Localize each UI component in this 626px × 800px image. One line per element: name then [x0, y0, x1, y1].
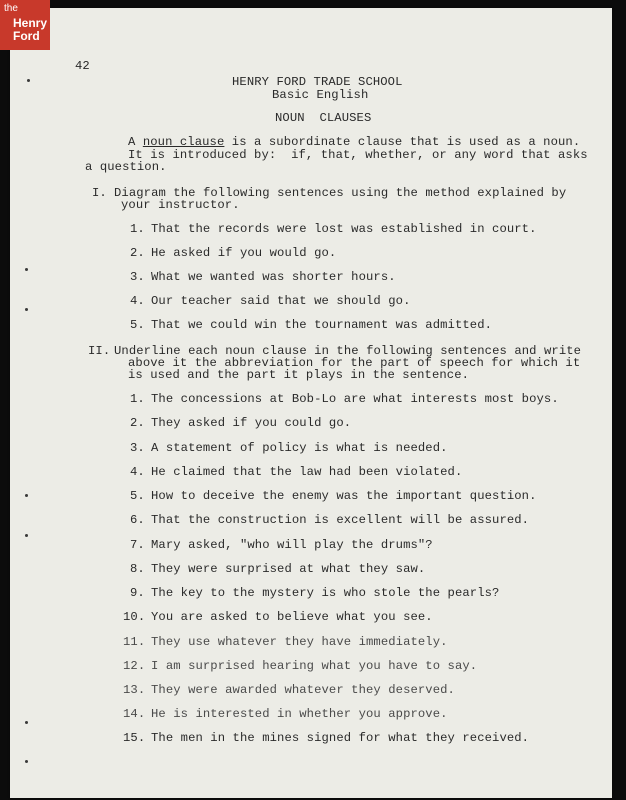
list-item-number: 1. [130, 392, 145, 406]
logo-text: the [4, 3, 18, 14]
list-item: That we could win the tournament was admitted. [151, 318, 493, 332]
section-2-numeral: II. [88, 344, 111, 358]
binder-hole [25, 268, 28, 271]
list-item: He asked if you would go. [151, 246, 337, 260]
section-1-instruction: Diagram the following sentences using the method explained by [114, 186, 567, 200]
page-number: 42 [75, 59, 90, 73]
list-item: How to deceive the enemy was the important question. [151, 489, 537, 503]
list-item: A statement of policy is what is needed. [151, 441, 448, 455]
list-item-number: 6. [130, 513, 145, 527]
list-item-number: 3. [130, 441, 145, 455]
list-item: That the construction is excellent will be assured. [151, 513, 530, 527]
list-item-number: 7. [130, 538, 145, 552]
section-1-instruction: your instructor. [121, 198, 240, 212]
list-item-number: 11. [123, 635, 146, 649]
list-item: What we wanted was shorter hours. [151, 270, 396, 284]
list-item: That the records were lost was established in court. [151, 222, 537, 236]
binder-hole [25, 721, 28, 724]
binder-hole [27, 79, 30, 82]
list-item-number: 14. [123, 707, 146, 721]
list-item-number: 8. [130, 562, 145, 576]
list-item-number: 2. [130, 416, 145, 430]
list-item: Mary asked, "who will play the drums"? [151, 538, 433, 552]
course-title: Basic English [272, 88, 369, 102]
list-item-number: 3. [130, 270, 145, 284]
binder-hole [25, 308, 28, 311]
henry-ford-logo [0, 0, 50, 50]
list-item: Our teacher said that we should go. [151, 294, 411, 308]
binder-hole [25, 534, 28, 537]
list-item-number: 13. [123, 683, 146, 697]
list-item-number: 1. [130, 222, 145, 236]
intro-line-2: It is introduced by: if, that, whether, or any word that asks [128, 148, 588, 162]
list-item: You are asked to believe what you see. [151, 610, 433, 624]
logo-text: Ford [13, 29, 40, 43]
list-item-number: 10. [123, 610, 146, 624]
list-item-number: 12. [123, 659, 146, 673]
list-item: They use whatever they have immediately. [151, 635, 448, 649]
list-item-number: 2. [130, 246, 145, 260]
list-item: They were awarded whatever they deserved. [151, 683, 455, 697]
list-item-number: 9. [130, 586, 145, 600]
list-item: They asked if you could go. [151, 416, 352, 430]
document-page [10, 8, 612, 798]
list-item: He claimed that the law had been violated. [151, 465, 463, 479]
list-item: The key to the mystery is who stole the pearls? [151, 586, 500, 600]
section-1-numeral: I. [92, 186, 107, 200]
school-title: HENRY FORD TRADE SCHOOL [232, 75, 403, 89]
list-item: I am surprised hearing what you have to say. [151, 659, 478, 673]
list-item-number: 5. [130, 318, 145, 332]
list-item: They were surprised at what they saw. [151, 562, 426, 576]
section-2-instruction: is used and the part it plays in the sentence. [128, 368, 470, 382]
intro-text: is a subordinate clause that is used as a noun. [224, 135, 581, 149]
intro-line-3: a question. [85, 160, 167, 174]
intro-text: A [128, 135, 143, 149]
list-item-number: 15. [123, 731, 146, 745]
section-2-instruction: above it the abbreviation for the part of speech for which it [128, 356, 581, 370]
list-item: The men in the mines signed for what they received. [151, 731, 530, 745]
list-item: The concessions at Bob-Lo are what interests most boys. [151, 392, 559, 406]
binder-hole [25, 760, 28, 763]
section-2-instruction: Underline each noun clause in the following sentences and write [114, 344, 582, 358]
intro-term: noun clause [142, 135, 225, 149]
list-item-number: 5. [130, 489, 145, 503]
list-item: He is interested in whether you approve. [151, 707, 448, 721]
list-item-number: 4. [130, 294, 145, 308]
binder-hole [25, 494, 28, 497]
logo-text: Henry [13, 16, 48, 30]
list-item-number: 4. [130, 465, 145, 479]
topic-title: NOUN CLAUSES [275, 111, 372, 125]
